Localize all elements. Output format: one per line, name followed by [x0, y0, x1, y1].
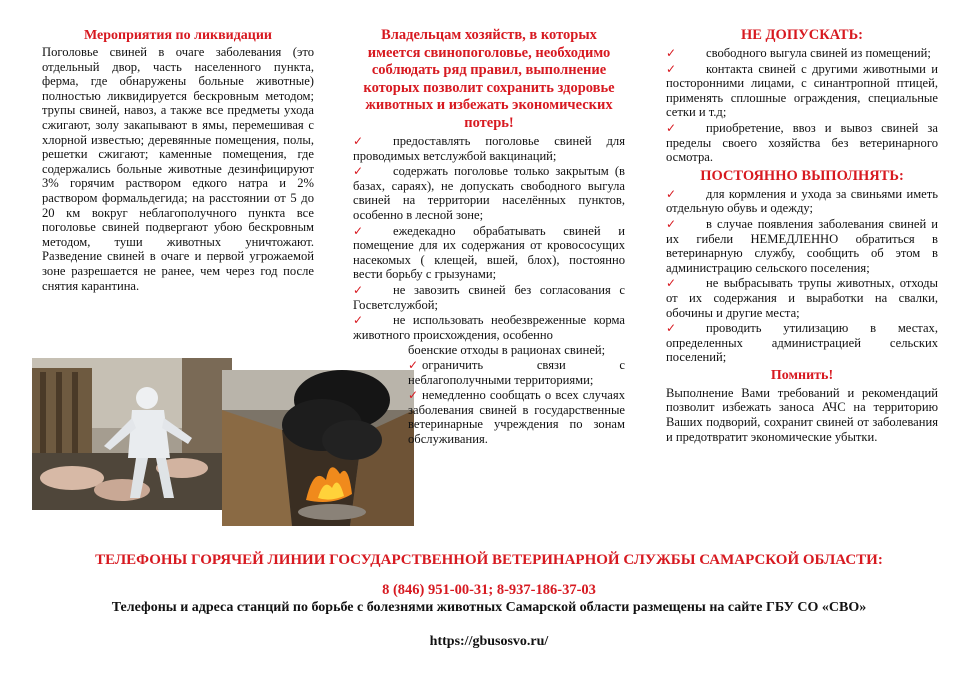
list-item: ✓ не завозить свиней без согласования с Госветслужбой; — [353, 282, 625, 312]
list-item: ✓ приобретение, ввоз и вывоз свиней за пределы своего хозяйства без ветеринарного осмотра. — [666, 120, 938, 165]
list-item: ✓ ежедекадно обрабатывать свиней и помещение для их содержания от кровососущих насекомых ( клещей, вшей, блох), постоянно вести борьбу с грызунами; — [353, 223, 625, 282]
check-icon: ✓ — [666, 216, 677, 231]
liquidation-title: Мероприятия по ликвидации — [83, 28, 272, 43]
owners-rules-title: Владельцам хозяйств, в которых имеется свинопоголовье, необходимо соблюдать ряд правил, выполнение которых позволит сохранить здоровье животных и избежать экономических потерь! — [363, 27, 615, 131]
list-item: ✓ для кормления и ухода за свиньями иметь отдельную обувь и одежду; — [666, 186, 938, 216]
column-liquidation — [42, 22, 314, 293]
owners-rules-list-2 — [353, 358, 625, 447]
check-icon: ✓ — [666, 276, 677, 291]
check-icon: ✓ — [666, 120, 677, 135]
check-icon: ✓ — [666, 61, 677, 76]
list-item-continuation: боенские отходы в рационах свиней; — [408, 343, 606, 358]
remember-body: Выполнение Вами требований и рекомендаций позволит избежать заноса АЧС на территорию Ваших подворий, сохранит свиней от заболевания и предотвратит экономические убытки. — [666, 385, 938, 444]
list-item: ✓ предоставлять поголовье свиней для проводимых ветслужбой вакцинаций; — [353, 134, 625, 163]
do-not-allow-list — [666, 46, 938, 165]
list-item: ✓ проводить утилизацию в местах, определенных администрацией сельских поселений; — [666, 321, 938, 365]
photo-disinfection — [32, 358, 232, 510]
check-icon: ✓ — [353, 313, 364, 328]
hotline-heading: ТЕЛЕФОНЫ ГОРЯЧЕЙ ЛИНИИ ГОСУДАРСТВЕННОЙ ВЕТЕРИНАРНОЙ СЛУЖБЫ САМАРСКОЙ ОБЛАСТИ: — [95, 552, 883, 568]
check-icon: ✓ — [666, 321, 677, 336]
check-icon: ✓ — [353, 134, 364, 148]
remember-title: Помнить! — [770, 367, 834, 383]
list-item: ✓ ограничить связи с неблагополучными территориями; — [408, 357, 625, 387]
check-icon: ✓ — [666, 186, 677, 201]
list-item: ✓ немедленно сообщать о всех случаях заболевания свиней в государственные ветеринарные учреждения по зонам обслуживания. — [408, 388, 625, 446]
check-icon: ✓ — [666, 46, 677, 60]
always-do-title: ПОСТОЯННО ВЫПОЛНЯТЬ: — [700, 167, 904, 184]
check-icon: ✓ — [408, 357, 419, 372]
stations-note: Телефоны и адреса станций по борьбе с болезнями животных Самарской области размещены на сайте ГБУ СО «СВО» — [111, 600, 867, 615]
owners-rules-list — [353, 134, 625, 342]
do-not-allow-title: НЕ ДОПУСКАТЬ: — [740, 27, 864, 43]
list-item: ✓ не использовать необезвреженные корма животного происхождения, особенно — [353, 313, 625, 342]
check-icon: ✓ — [353, 223, 364, 238]
photo-disinfection-illustration — [32, 358, 232, 510]
liquidation-body: Поголовье свиней в очаге заболевания (это отдельный двор, часть населенного пункта, ферма, где обнаружены больные животные) полностью ликвидируется бескровным методом; трупы свиней, навоз, а также все предметы ухода сжигают, золу закапывают в ямы, перемешивая с хлорной известью; деревянные помещения, полы, решетки сжигают; каменные помещения, где содержались больные животные дезинфицируют 3% горячим раствором едкого натра и 2% раствором формальдегида; на расстоянии от 5 до 20 км вокруг неблагополучного пункта все поголовье свиней подвергают убою бескровным методом, туши животных уничтожают. Разведение свиней в очаге и первой угрожаемой зоне разрешается не ранее, чем через год после снятия карантина. — [42, 45, 314, 293]
list-item: ✓ контакта свиней с другими животными и посторонними лицами, с синантропной птицей, применять сплошные ограждения, специальные сетки и т.д; — [666, 61, 938, 120]
list-item: ✓ свободного выгула свиней из помещений; — [666, 46, 931, 60]
hotline-phones: 8 (846) 951-00-31; 8-937-186-37-03 — [382, 582, 596, 598]
check-icon: ✓ — [353, 282, 364, 297]
column-owners-rules — [353, 22, 625, 447]
always-do-list — [666, 187, 938, 365]
list-item: ✓ не выбрасывать трупы животных, отходы от их содержания и выработки на свалки, обочины и другие места; — [666, 276, 938, 320]
website-link[interactable]: https://gbusosvo.ru/ — [429, 634, 549, 649]
column-rules — [666, 22, 938, 444]
owners-rules-narrow — [353, 343, 625, 446]
list-item: ✓ содержать поголовье только закрытым (в базах, сараях), не допускать свободного выгула свиней на территории населённых пунктов, особенно в лесной зоне; — [353, 164, 625, 222]
list-item: ✓ в случае появления заболевания свиней и их гибели НЕМЕДЛЕННО обратиться в ветеринарную службу, сообщить об этом в администрацию сельского поселения; — [666, 216, 938, 275]
check-icon: ✓ — [353, 164, 364, 179]
check-icon: ✓ — [408, 388, 419, 403]
